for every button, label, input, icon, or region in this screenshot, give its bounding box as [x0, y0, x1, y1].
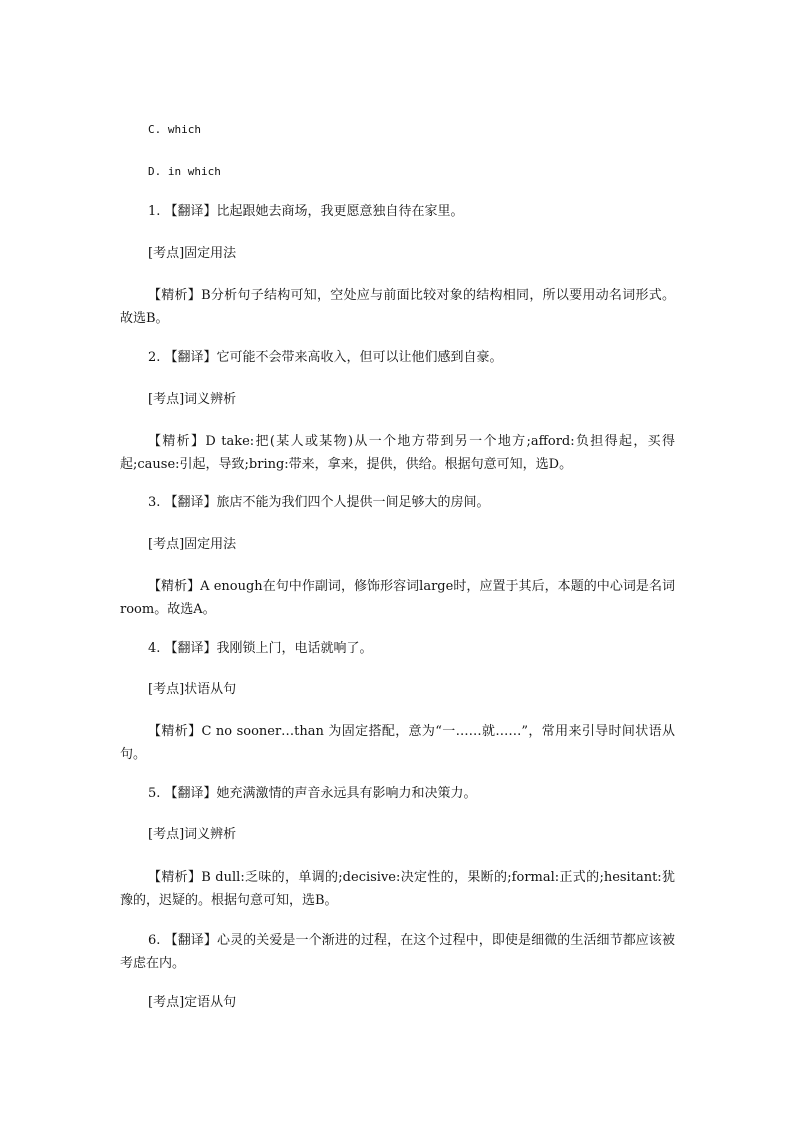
- option-d: D. in which: [148, 165, 221, 178]
- item1-analysis: 【精析】B分析句子结构可知，空处应与前面比较对象的结构相同，所以要用动名词形式。故选B。: [120, 288, 675, 326]
- item4-analysis: 【精析】C no sooner…than 为固定搭配，意为“一……就……”，常用来引导时间状语从句。: [120, 724, 675, 762]
- item3-point: [考点]固定用法: [148, 537, 237, 552]
- item6-translation: 6. 【翻译】心灵的关爱是一个渐进的过程，在这个过程中，即使是细微的生活细节都应该被考虑在内。: [120, 933, 675, 971]
- item6-point: [考点]定语从句: [148, 995, 237, 1010]
- item2-analysis: 【精析】D take:把(某人或某物)从一个地方带到另一个地方;afford:负担得起，买得起;cause:引起，导致;bring:带来，拿来，提供，供给。根据句意可知，选D。: [120, 434, 675, 472]
- option-c: C. which: [148, 123, 201, 136]
- item5-analysis: 【精析】B dull:乏味的，单调的;decisive:决定性的，果断的;formal:正式的;hesitant:犹豫的，迟疑的。根据句意可知，选B。: [120, 870, 675, 908]
- item3-translation: 3. 【翻译】旅店不能为我们四个人提供一间足够大的房间。: [148, 495, 490, 510]
- item3-analysis: 【精析】A enough在句中作副词，修饰形容词large时，应置于其后，本题的中心词是名词room。故选A。: [120, 579, 675, 617]
- item4-translation: 4. 【翻译】我刚锁上门，电话就响了。: [148, 641, 373, 656]
- item4-point: [考点]状语从句: [148, 682, 237, 697]
- item2-point: [考点]词义辨析: [148, 392, 237, 407]
- item5-translation: 5. 【翻译】她充满激情的声音永远具有影响力和决策力。: [148, 786, 477, 801]
- item5-point: [考点]词义辨析: [148, 827, 237, 842]
- item2-translation: 2. 【翻译】它可能不会带来高收入，但可以让他们感到自豪。: [148, 350, 503, 365]
- item1-point: [考点]固定用法: [148, 246, 237, 261]
- item1-translation: 1. 【翻译】比起跟她去商场，我更愿意独自待在家里。: [148, 204, 464, 219]
